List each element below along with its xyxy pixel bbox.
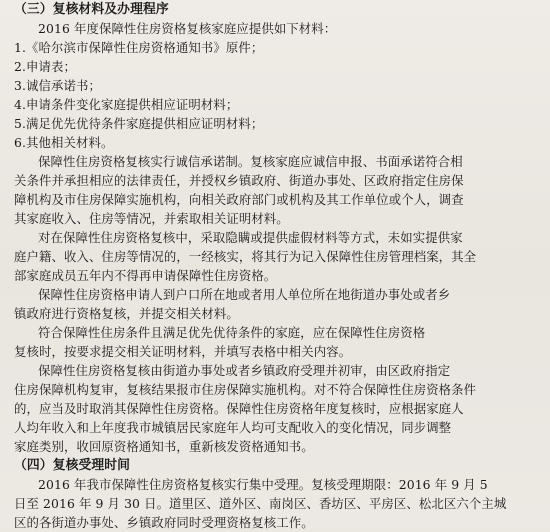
- section-4-heading: （四）复核受理时间: [14, 458, 131, 473]
- acceptance-time-line-2: 日至 2016 年 9 月 30 日。道里区、道外区、南岗区、香坊区、平房区、松北区六个主城: [14, 496, 507, 511]
- paragraph-review-line-4: 人均年收入和上年度我市城镇居民家庭年人均可支配收入的变化情况，同步调整: [14, 420, 452, 435]
- paragraph-honesty-line-2: 关条件并承担相应的法律责任，并授权乡镇政府、街道办事处、区政府指定住房保: [14, 173, 464, 188]
- material-item-1: 1.《哈尔滨市保障性住房资格通知书》原件；: [14, 40, 264, 55]
- paragraph-priority-line-2: 复核时，按要求提交相关证明材料，并填写表格中相关内容。: [14, 344, 352, 359]
- material-item-3: 3.诚信承诺书；: [14, 78, 101, 93]
- paragraph-applicant-line-2: 镇政府进行资格复核，并提交相关材料。: [14, 306, 239, 321]
- acceptance-time-line-1: 2016 年我市保障性住房资格复核实行集中受理。复核受理期限：2016 年 9 月 5: [38, 477, 488, 492]
- materials-intro: 2016 年度保障性住房资格复核家庭应提供如下材料：: [38, 21, 337, 36]
- paragraph-review-line-2: 住房保障机构复审，复核结果报市住房保障实施机构。对不符合保障性住房资格条件: [14, 382, 477, 397]
- paragraph-false-material-line-2: 庭户籍、收入、住房等情况的，一经核实，将其行为记入保障性住房管理档案，其全: [14, 249, 477, 264]
- paragraph-honesty-line-3: 障机构及市住房保障实施机构，向相关政府部门或机构及其工作单位或个人，调查: [14, 192, 464, 207]
- section-3-heading: （三）复核材料及办理程序: [14, 2, 169, 17]
- material-item-6: 6.其他相关材料。: [14, 135, 114, 150]
- paragraph-honesty-line-4: 其家庭收入、住房等情况，并索取相关证明材料。: [14, 211, 289, 226]
- material-item-4: 4.申请条件变化家庭提供相应证明材料；: [14, 97, 239, 112]
- paragraph-honesty-line-1: 保障性住房资格复核实行诚信承诺制。复核家庭应诚信申报、书面承诺符合相: [38, 154, 463, 169]
- material-item-5: 5.满足优先优待条件家庭提供相应证明材料；: [14, 116, 264, 131]
- paragraph-false-material-line-1: 对在保障性住房资格复核中，采取隐瞒或提供虚假材料等方式，未如实提供家: [38, 230, 463, 245]
- paragraph-review-line-3: 的，应当及时取消其保障性住房资格。保障性住房资格年度复核时，应根据家庭人: [14, 401, 464, 416]
- acceptance-time-line-3: 区的各街道办事处、乡镇政府同时受理资格复核工作。: [14, 515, 314, 530]
- paragraph-review-line-1: 保障性住房资格复核由街道办事处或者乡镇政府受理并初审，由区政府指定: [38, 363, 451, 378]
- paragraph-review-line-5: 家庭类别，收回原资格通知书，重新核发资格通知书。: [14, 439, 314, 454]
- paragraph-false-material-line-3: 部家庭成员五年内不得再申请保障性住房资格。: [14, 268, 277, 283]
- paragraph-applicant-line-1: 保障性住房资格申请人到户口所在地或者用人单位所在地街道办事处或者乡: [38, 287, 451, 302]
- paragraph-priority-line-1: 符合保障性住房条件且满足优先优待条件的家庭，应在保障性住房资格: [38, 325, 426, 340]
- material-item-2: 2.申请表；: [14, 59, 76, 74]
